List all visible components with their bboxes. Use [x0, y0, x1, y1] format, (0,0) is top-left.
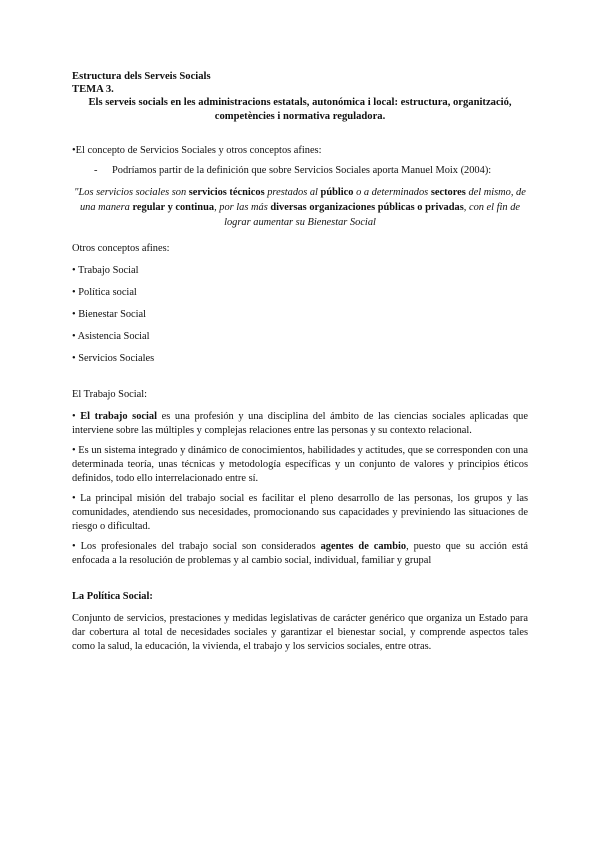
- text-run: • Los profesionales del trabajo social son considerados: [72, 541, 321, 552]
- text-run: es una profesión y una disciplina del ámbito de las ciencias sociales aplicadas que interviene sobre las múltiples y complejas relaciones entre las personas y su contexto relacional.: [72, 411, 528, 436]
- trabajo-paragraph-3: • La principal misión del trabajo social es facilitar el pleno desarrollo de las personas, los grupos y las comunidades, atendiendo sus necesidades, promocionando sus capacidades y previniendo las situaciones de riesgo o dificultad.: [72, 493, 528, 532]
- intro-bullet: •El concepto de Servicios Sociales y otros conceptos afines:: [72, 145, 322, 156]
- list-item: • Política social: [72, 287, 137, 298]
- quote-part: del mismo, de una manera: [79, 187, 526, 213]
- text-run: •: [72, 411, 81, 422]
- otros-list: [72, 264, 528, 366]
- trabajo-paragraph-4: [72, 540, 528, 568]
- list-item: • Asistencia Social: [72, 331, 150, 342]
- trabajo-paragraph-2: • Es un sistema integrado y dinámico de conocimientos, habilidades y actitudes, que se corresponden con una determinada teoría, unas técnicas y metodología específicas y un conjunto de valores y principios éticos definidos, todo ello interrelacionado entre sí.: [72, 445, 528, 484]
- politica-paragraph: Conjunto de servicios, prestaciones y medidas legislativas de carácter genérico que organiza un Estado para dar cobertura al total de necesidades sociales y garantizar el bienestar social, y comprende aspectos tales como la salud, la educación, la vivienda, el trabajo y los servicios sociales, entre otras.: [72, 613, 528, 652]
- quote-part: , con el fin de lograr aumentar su Bienestar Social: [224, 202, 521, 228]
- quote-part: diversas organizaciones públicas o privadas: [270, 202, 464, 213]
- quote-part: sectores: [430, 187, 466, 198]
- trabajo-heading: El Trabajo Social:: [72, 389, 148, 400]
- text-run-bold: El trabajo social: [80, 411, 158, 422]
- doc-topic-number: TEMA 3.: [72, 84, 114, 95]
- dash-mark: -: [94, 165, 98, 176]
- quote-part: o a determinados: [353, 187, 431, 198]
- list-item: • Servicios Sociales: [72, 353, 155, 364]
- list-item: • Bienestar Social: [72, 309, 147, 320]
- otros-heading: Otros conceptos afines:: [72, 243, 170, 254]
- dash-text: Podríamos partir de la definición que sobre Servicios Sociales aporta Manuel Moix (2004):: [112, 165, 492, 176]
- quote-part: servicios técnicos: [188, 187, 265, 198]
- trabajo-paragraph-1: [72, 410, 528, 438]
- text-run-bold: agentes de cambio: [320, 541, 407, 552]
- doc-title: Estructura dels Serveis Socials: [72, 71, 211, 82]
- doc-subtitle: Els serveis socials en les administracions estatals, autonómica i local: estructura, organització, competències i normativa reguladora.: [88, 97, 512, 122]
- quote-part: , por las más: [214, 202, 271, 213]
- quote-part: "Los servicios sociales son: [74, 187, 189, 198]
- list-item: • Trabajo Social: [72, 265, 139, 276]
- quote-part: regular y continua: [132, 202, 215, 213]
- text-run: , puesto que su acción está enfocada a la resolución de problemas y al cambio social, individual, familiar y grupal: [72, 541, 528, 566]
- moix-quote: [72, 185, 528, 230]
- quote-part: público: [320, 187, 354, 198]
- quote-part: prestados al: [264, 187, 321, 198]
- intro-dash-item: [94, 164, 528, 178]
- document-page: [72, 70, 528, 654]
- politica-heading: La Política Social:: [72, 591, 153, 602]
